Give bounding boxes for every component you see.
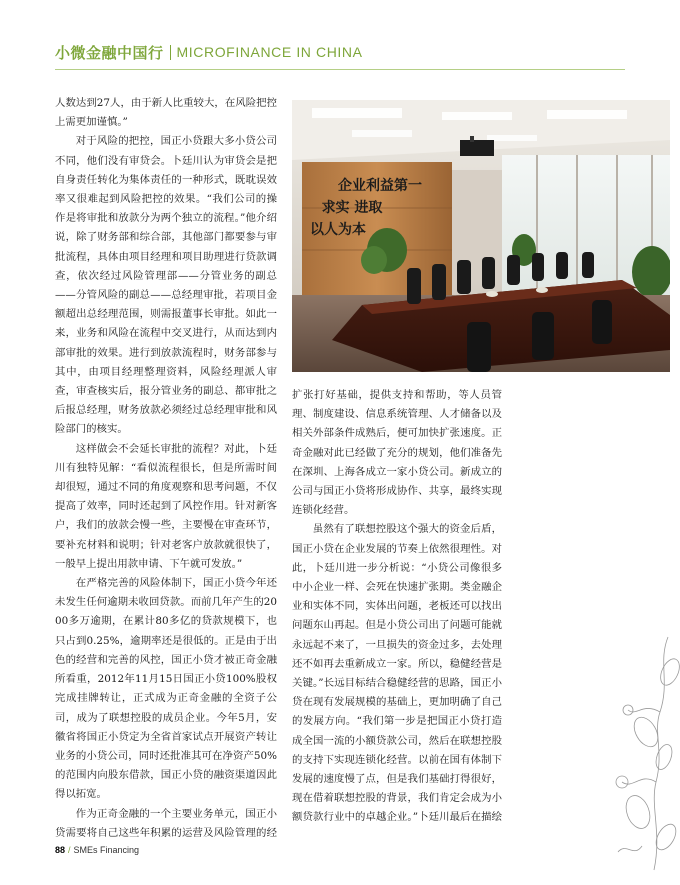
wall-slogan-line-1: 企业利益第一 [338,178,422,194]
paragraph-text: 对于风险的把控，国正小贷跟大多小贷公司不同，他们没有审贷会。卜廷川认为审贷会是把自身责任转化为集体责任的一种形式，既耽误效率又很难起到风险把控的效果。“我们公司的操作是将审批和放款分为两个独立的流程。”他介绍说，除了财务部和综合部，其他部门都要参与审批流程，具体由项目经理和项目助理进行贷款调查，依次经过风险管理部——分管业务的副总——分管风险的副总——总经理审批，若项目金额超出总经理范围，则需报董事长审批。如此一来，业务和风险在流程中交叉进行，从而达到内部审批的效果。进行到放款流程时，财务部参与其中，由项目经理整理资料，风险经理派人审查，审查核实后，报分管业务的副总、都审批之后报总经理，财务放款必须经过总经理审批和风险部门的核实。 [55,135,277,436]
article-paragraph [55,440,277,574]
page-footer [55,845,139,855]
header-rule [55,69,625,70]
article-paragraph [55,132,277,439]
section-title-en: MICROFINANCE IN CHINA [176,44,363,60]
paragraph-text: 这样做会不会延长审批的流程？对此，卜廷川有独特见解：“看似流程很长，但是所需时间却很短，通过不同的角度观察和思考问题，不仅提高了效率，同时还起到了风控作用。针对新客户，我们的放款会慢一些，主要慢在审查环节，要补充材料和说明；针对老客户放款就很快了，一般早上提出用款申请、下午就可发放。” [55,442,277,570]
footer-separator: / [68,845,71,855]
floral-decoration-icon [598,632,680,872]
wall-slogan-line-2: 求实 进取 [321,200,383,216]
header-separator [170,45,171,60]
paragraph-text: 人数达到27人，由于新人比重较大，在风险把控上需更加谨慎。” [55,97,277,129]
paragraph-text: 作为正奇金融的一个主要业务单元，国正小贷需要将自己这些年积累的运营及风险管理的经 [55,807,277,839]
article-column-left [55,94,277,839]
page-number: 88 [55,845,66,855]
paragraph-text: 扩张打好基础，提供支持和帮助，等人员管理、制度建设、信息系统管理、人才储备以及相关外部条件成熟后，便可加快扩张速度。正奇金融对此已经做了充分的规划，他们准备先在深圳、上海各成立一家小贷公司。新成立的公司与国正小贷将形成协作、共享，最终实现连锁化经营。 [292,389,502,517]
paragraph-text: 虽然有了联想控股这个强大的资金后盾，国正小贷在企业发展的节奏上依然很理性。对此，卜廷川进一步分析说：“小贷公司像很多中小企业一样、会死在快速扩张期。类金融企业和实体不同，实体出问题，老板还可以找出问题东山再起。但是小贷公司出了问题可能就永远起不来了，一旦损失的资金过多，去处理还不如再去重新成立一家。所以，稳健经营是关键。”长远目标结合稳健经营的思路，国正小贷在现有发展规模的基础上，更加明确了自己的发展方向。“我们第一步是把国正小贷打造成全国一流的小额贷款公司，然后在联想控股的支持下实现连锁化经营。以前在国有体制下发展的速度慢了点，但是我们基础打得很好，现在借着联想控股的背景，我们肯定会成为小额贷款行业中的卓越企业。”卜廷川最后在描绘 [292,523,502,824]
meeting-room-photo [292,100,670,372]
article-paragraph [292,386,502,520]
page-header [55,40,363,64]
section-title-cn: 小微金融中国行 [55,43,164,62]
paragraph-text: 在严格完善的风险体制下，国正小贷今年还未发生任何逾期未收回贷款。而前几年产生的2000多万逾期，在累计80多亿的贷款规模下，也只占到0.25%，逾期率还是很低的。正是由于出色的经营和完善的风控，国正小贷才被正奇金融所看重，2012年11月15日国正小贷100%股权完成挂牌转让，正式成为正奇金融的全资子公司，成为了联想控股的成员企业。今年5月，安徽省将国正小贷定为全省首家试点开展资产转让业务的小贷公司，同时还批准其可在净资产50%的范围内向股东借款，国正小贷的融资渠道因此得以拓宽。 [55,577,277,801]
magazine-name: SMEs Financing [73,845,140,855]
article-paragraph [55,94,277,132]
article-paragraph [292,520,502,831]
article-paragraph [55,574,277,804]
article-column-right [292,386,502,831]
article-paragraph [55,805,277,839]
wall-slogan-line-3: 以人为本 [310,222,366,238]
